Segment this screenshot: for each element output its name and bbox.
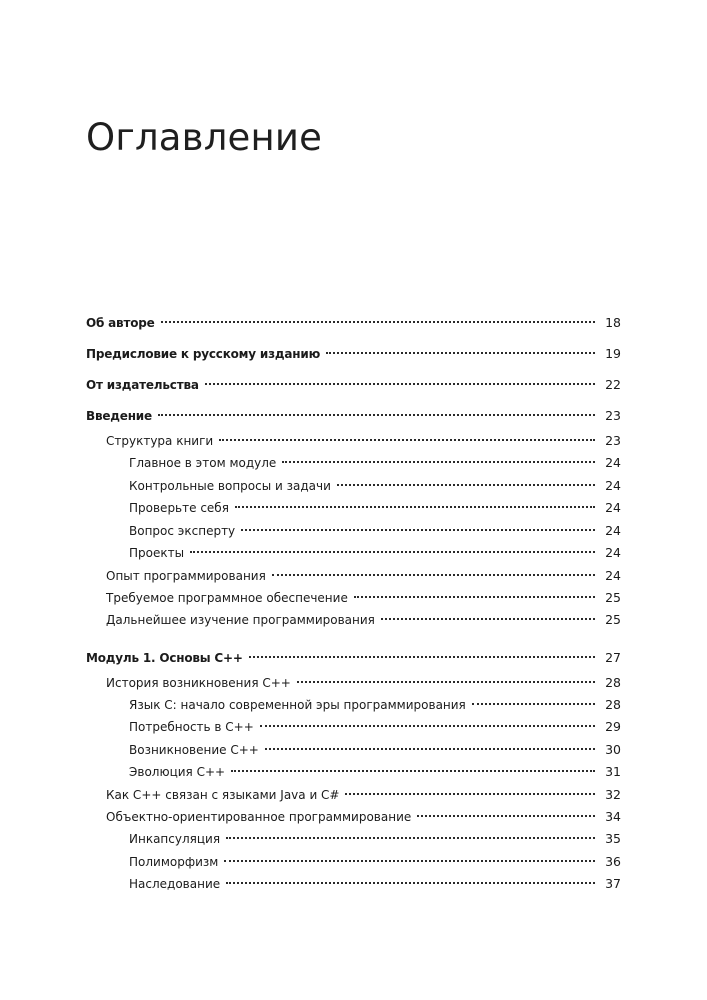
toc-entry-page: 18 xyxy=(605,315,621,330)
toc-entry[interactable] xyxy=(86,476,621,496)
toc-entry[interactable] xyxy=(86,807,621,827)
toc-entry-label: Эволюция C++ xyxy=(129,765,226,779)
toc-entry-page: 31 xyxy=(605,764,621,779)
dot-leader xyxy=(417,815,595,817)
dot-leader xyxy=(241,529,595,531)
toc-entry-page: 29 xyxy=(605,719,621,734)
toc-entry[interactable] xyxy=(86,566,621,586)
toc-entry-page: 19 xyxy=(605,346,621,361)
dot-leader xyxy=(260,725,595,727)
toc-entry[interactable] xyxy=(86,717,621,737)
toc-entry[interactable] xyxy=(86,344,621,364)
dot-leader xyxy=(345,793,595,795)
dot-leader xyxy=(224,860,595,862)
dot-leader xyxy=(472,703,595,705)
toc-entry[interactable] xyxy=(86,829,621,849)
toc-entry-label: Главное в этом модуле xyxy=(129,456,277,470)
toc-entry-page: 34 xyxy=(605,809,621,824)
toc-entry[interactable] xyxy=(86,588,621,608)
toc-entry-page: 27 xyxy=(605,650,621,665)
dot-leader xyxy=(265,748,595,750)
toc-entry-page: 32 xyxy=(605,787,621,802)
toc-entry-label: Контрольные вопросы и задачи xyxy=(129,479,331,493)
dot-leader xyxy=(249,656,595,658)
dot-leader xyxy=(337,484,595,486)
toc-entry[interactable] xyxy=(86,453,621,473)
toc-entry[interactable] xyxy=(86,852,621,872)
toc-entry-page: 24 xyxy=(605,545,621,560)
toc-entry-label: Язык C: начало современной эры программирования xyxy=(129,698,466,712)
toc-entry-page: 24 xyxy=(605,523,621,538)
toc-entry-page: 24 xyxy=(605,478,621,493)
toc-entry-label: Вопрос эксперту xyxy=(129,524,236,538)
toc-entry[interactable] xyxy=(86,785,621,805)
dot-leader xyxy=(226,882,595,884)
toc-entry-label: Введение xyxy=(86,409,152,423)
dot-leader xyxy=(226,837,595,839)
toc-entry-label: Потребность в C++ xyxy=(129,720,254,734)
toc-entry-label: Как C++ связан с языками Java и C# xyxy=(106,788,340,802)
page-title: Оглавление xyxy=(86,116,323,159)
toc-entry-label: Структура книги xyxy=(106,434,214,448)
toc-entry-label: Требуемое программное обеспечение xyxy=(106,591,348,605)
toc-entry-label: Об авторе xyxy=(86,316,155,330)
toc-entry-label: Дальнейшее изучение программирования xyxy=(106,613,375,627)
toc-entry[interactable] xyxy=(86,610,621,630)
toc-entry[interactable] xyxy=(86,406,621,426)
toc-entry-label: Объектно-ориентированное программирование xyxy=(106,810,412,824)
dot-leader xyxy=(231,770,595,772)
toc-entry[interactable] xyxy=(86,648,621,668)
toc-entry-page: 30 xyxy=(605,742,621,757)
dot-leader xyxy=(381,618,595,620)
dot-leader xyxy=(354,596,595,598)
toc-entry[interactable] xyxy=(86,375,621,395)
toc-entry-page: 35 xyxy=(605,831,621,846)
toc-entry-page: 36 xyxy=(605,854,621,869)
dot-leader xyxy=(158,414,595,416)
toc-entry-page: 24 xyxy=(605,500,621,515)
dot-leader xyxy=(326,352,595,354)
toc-entry-label: Проекты xyxy=(129,546,185,560)
toc-entry-page: 37 xyxy=(605,876,621,891)
toc-entry-page: 25 xyxy=(605,612,621,627)
toc-entry-label: Возникновение C++ xyxy=(129,743,259,757)
toc-entry-label: Опыт программирования xyxy=(106,569,266,583)
toc-entry-page: 24 xyxy=(605,568,621,583)
dot-leader xyxy=(190,551,595,553)
toc-entry-label: Предисловие к русскому изданию xyxy=(86,347,321,361)
dot-leader xyxy=(272,574,595,576)
dot-leader xyxy=(297,681,595,683)
toc-entry[interactable] xyxy=(86,543,621,563)
toc-entry[interactable] xyxy=(86,695,621,715)
toc-entry-page: 25 xyxy=(605,590,621,605)
toc-entry-label: Модуль 1. Основы C++ xyxy=(86,651,243,665)
table-of-contents xyxy=(86,0,621,1000)
dot-leader xyxy=(161,321,595,323)
toc-entry[interactable] xyxy=(86,762,621,782)
toc-entry-page: 28 xyxy=(605,675,621,690)
dot-leader xyxy=(205,383,595,385)
toc-entry[interactable] xyxy=(86,874,621,894)
toc-entry-page: 23 xyxy=(605,408,621,423)
dot-leader xyxy=(219,439,595,441)
toc-entry[interactable] xyxy=(86,498,621,518)
toc-entry-label: Полиморфизм xyxy=(129,855,219,869)
toc-entry[interactable] xyxy=(86,431,621,451)
toc-entry-label: Проверьте себя xyxy=(129,501,229,515)
toc-entry[interactable] xyxy=(86,673,621,693)
toc-entry[interactable] xyxy=(86,313,621,333)
toc-entry-page: 23 xyxy=(605,433,621,448)
toc-entry[interactable] xyxy=(86,740,621,760)
toc-entry-page: 22 xyxy=(605,377,621,392)
dot-leader xyxy=(235,506,595,508)
toc-entry-page: 28 xyxy=(605,697,621,712)
toc-entry-label: История возникновения C++ xyxy=(106,676,291,690)
toc-entry[interactable] xyxy=(86,521,621,541)
toc-entry-label: Инкапсуляция xyxy=(129,832,221,846)
dot-leader xyxy=(282,461,595,463)
toc-entry-label: Наследование xyxy=(129,877,221,891)
toc-entry-label: От издательства xyxy=(86,378,199,392)
toc-entry-page: 24 xyxy=(605,455,621,470)
